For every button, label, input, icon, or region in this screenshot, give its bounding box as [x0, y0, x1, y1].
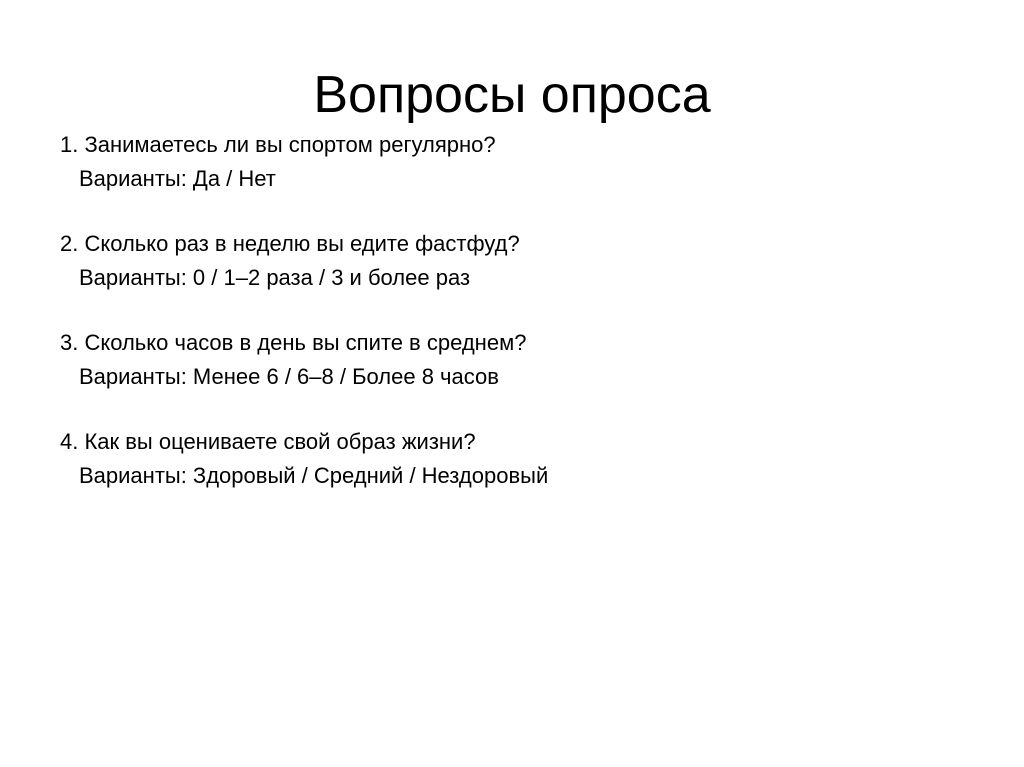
question-item: [60, 227, 980, 295]
question-item: [60, 326, 980, 394]
slide-title: Вопросы опроса: [313, 66, 711, 124]
question-item: [60, 128, 980, 196]
options-text: Варианты: Менее 6 / 6–8 / Более 8 часов: [79, 364, 499, 389]
question-item: [60, 425, 980, 493]
options-text: Варианты: Здоровый / Средний / Нездоровый: [79, 463, 549, 488]
options-text: Варианты: 0 / 1–2 раза / 3 и более раз: [79, 265, 471, 290]
question-text: 2. Сколько раз в неделю вы едите фастфуд?: [60, 231, 520, 256]
question-list: [60, 128, 980, 524]
question-text: 3. Сколько часов в день вы спите в среднем?: [60, 330, 527, 355]
options-text: Варианты: Да / Нет: [79, 166, 276, 191]
question-text: 1. Занимаетесь ли вы спортом регулярно?: [60, 132, 496, 157]
question-text: 4. Как вы оцениваете свой образ жизни?: [60, 429, 476, 454]
